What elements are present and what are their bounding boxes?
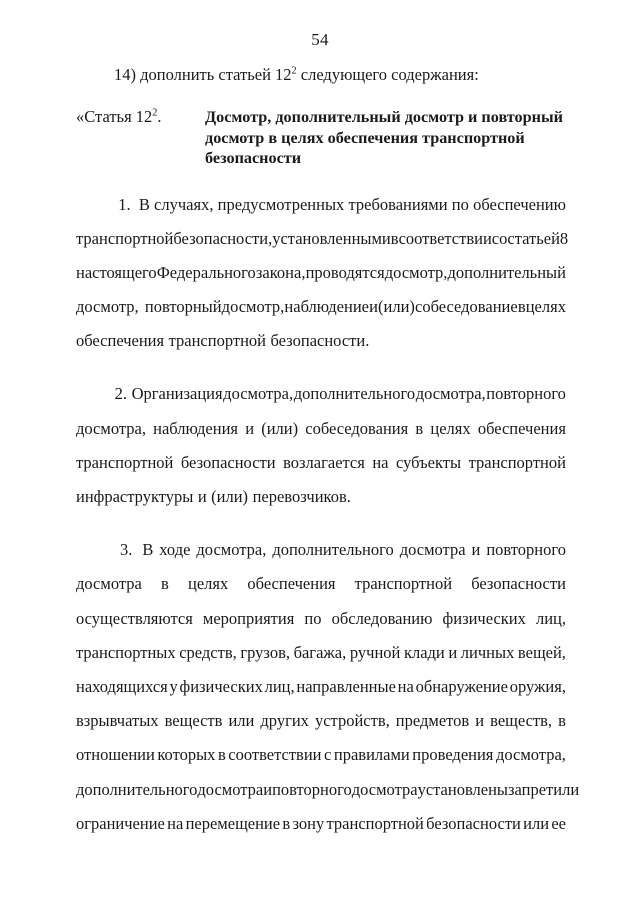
word: возлагается	[283, 452, 365, 472]
word: предусмотренных	[217, 194, 345, 214]
word: дополнительный	[447, 262, 566, 282]
word: досмотра,	[415, 384, 486, 404]
word: проведения	[412, 745, 494, 765]
text-line	[76, 670, 566, 704]
word: В	[142, 540, 154, 560]
word: проводятся	[305, 262, 385, 282]
text-line	[76, 567, 566, 601]
word: инфраструктуры	[76, 487, 194, 506]
text-line	[76, 480, 566, 514]
word: требованиями	[348, 194, 448, 214]
word: безопасности,	[173, 228, 273, 248]
word: у	[169, 676, 178, 696]
word: и	[471, 540, 481, 560]
word: статьей	[507, 228, 560, 248]
word: предметов	[395, 711, 470, 731]
word: в	[558, 711, 566, 731]
article-label-superscript: 2	[152, 107, 158, 119]
word: целях	[525, 297, 566, 317]
word: безопасности	[471, 574, 566, 594]
word: досмотр,	[221, 297, 285, 317]
word: и	[475, 711, 485, 731]
article-label: «Статья $12^2$.	[76, 107, 162, 126]
word: досмотра,	[76, 418, 146, 438]
page-number: 54	[311, 30, 329, 49]
article-heading	[76, 107, 566, 169]
word: случаях,	[154, 194, 214, 214]
word: безопасности	[426, 813, 521, 833]
text-line	[76, 256, 566, 290]
text-line	[76, 188, 566, 222]
intro-line: 14) дополнить статьей $12^2$ следующего содержания:	[114, 65, 479, 84]
word: субъекты	[396, 452, 462, 472]
word: веществ,	[490, 711, 553, 731]
word: повторный	[144, 297, 222, 317]
text-line	[76, 290, 566, 324]
word: дополнительного	[293, 384, 416, 404]
word: по	[451, 194, 469, 214]
word: физических	[179, 676, 263, 696]
article-title-line: Досмотр, дополнительный досмотр и повторный	[205, 108, 563, 126]
paragraph-number: 3.	[119, 540, 133, 560]
word: в	[415, 418, 424, 438]
word: соответствии	[228, 745, 322, 765]
word: физических	[442, 608, 526, 628]
word: целях	[430, 418, 471, 438]
word: отношении	[76, 745, 155, 765]
word: повторного	[486, 384, 566, 404]
paragraph-number: 1.	[118, 194, 131, 214]
word: веществ	[164, 711, 223, 731]
word: досмотра,	[223, 384, 294, 404]
word: взрывчатых	[76, 711, 159, 731]
word: (или)	[211, 487, 249, 506]
word: в	[282, 813, 291, 833]
text-line	[76, 704, 566, 738]
word: досмотра,	[495, 745, 566, 765]
text-line	[76, 636, 566, 670]
word: соответствии	[398, 228, 492, 248]
word: транспортной	[76, 452, 174, 472]
word: направленные	[296, 676, 396, 696]
word: обеспечения	[76, 331, 165, 351]
word: безопасности.	[270, 331, 370, 351]
word: лиц,	[535, 608, 566, 628]
word: ходе	[159, 540, 191, 560]
word: мероприятия	[202, 608, 295, 628]
word: или	[553, 779, 580, 799]
paragraph	[76, 533, 580, 841]
word: вещей,	[517, 642, 566, 662]
word: ручной	[349, 642, 401, 662]
word: транспортной	[76, 228, 174, 248]
word: досмотра,	[196, 540, 267, 560]
word: со	[491, 228, 508, 248]
word: безопасности	[180, 452, 276, 472]
word: обеспечения	[477, 418, 566, 438]
word: повторного	[486, 540, 566, 560]
word: зону	[292, 813, 325, 833]
word: лиц,	[264, 676, 295, 696]
word: перемещение	[185, 813, 281, 833]
article-title	[205, 107, 566, 169]
word: грузов,	[240, 642, 290, 662]
word: Федерального	[156, 262, 256, 282]
word: по	[304, 608, 322, 628]
word: закона,	[255, 262, 306, 282]
word: повторного	[272, 779, 352, 799]
word: В	[138, 194, 150, 214]
word: обследованию	[331, 608, 433, 628]
word: обеспечения	[247, 574, 336, 594]
word: в	[390, 228, 399, 248]
word: собеседование	[415, 297, 518, 317]
word: (или)	[378, 297, 415, 317]
word: установленными	[272, 228, 391, 248]
word: дополнительного	[272, 540, 394, 560]
text-line	[76, 446, 566, 480]
word: средств,	[179, 642, 237, 662]
word: запрет	[508, 779, 554, 799]
word: транспортной	[326, 813, 424, 833]
word: досмотр,	[384, 262, 448, 282]
word: и	[448, 642, 458, 662]
word: других	[260, 711, 309, 731]
article-title-line: досмотр в целях обеспечения транспортной	[205, 128, 525, 147]
word: находящихся	[76, 676, 168, 696]
word: на	[397, 676, 414, 696]
paragraph-number: 2.	[114, 384, 127, 404]
word: 8	[559, 228, 569, 248]
word: оружия,	[509, 676, 566, 696]
word: установлены	[417, 779, 508, 799]
text-line	[76, 738, 566, 772]
word: собеседования	[305, 418, 409, 438]
text-line	[76, 807, 566, 841]
word: в	[517, 297, 526, 317]
paragraph-list	[76, 188, 580, 841]
word: правилами	[333, 745, 410, 765]
word: багажа,	[293, 642, 347, 662]
word: устройств,	[314, 711, 390, 731]
word: транспортных	[76, 642, 176, 662]
word: которых	[157, 745, 216, 765]
word: настоящего	[76, 262, 157, 282]
paragraph	[76, 188, 569, 359]
word: ограничение	[76, 813, 165, 833]
word: или	[523, 813, 550, 833]
word: осуществляются	[76, 608, 193, 628]
word: обнаружение	[415, 676, 508, 696]
word: и	[197, 487, 207, 506]
word: досмотр,	[76, 297, 139, 317]
word: досмотра	[399, 540, 466, 560]
word: личных	[460, 642, 515, 662]
text-line	[76, 412, 566, 446]
word: и	[245, 418, 255, 438]
word: ее	[551, 813, 566, 833]
word: дополнительного	[76, 779, 198, 799]
word: целях	[187, 574, 229, 594]
word: обеспечению	[473, 194, 566, 214]
text-line	[76, 773, 580, 807]
article-title-line: безопасности	[205, 149, 302, 167]
word: (или)	[261, 418, 299, 438]
word: досмотра	[76, 574, 142, 594]
text-line	[76, 602, 566, 636]
word: и	[369, 297, 378, 317]
word: на	[372, 452, 389, 472]
word: транспортной	[468, 452, 566, 472]
word: с	[324, 745, 332, 765]
word: транспортной	[168, 331, 266, 351]
word: наблюдения	[153, 418, 238, 438]
text-line	[76, 377, 566, 411]
word: и	[263, 779, 273, 799]
word: наблюдение	[284, 297, 369, 317]
word: на	[167, 813, 184, 833]
word: Организация	[131, 384, 223, 404]
word: перевозчиков.	[252, 487, 351, 506]
word: клади	[403, 642, 445, 662]
text-line	[76, 222, 569, 256]
page-content	[76, 58, 580, 841]
article-number-superscript: 2	[291, 65, 297, 77]
text-line	[76, 533, 566, 567]
word: в	[217, 745, 226, 765]
word: или	[228, 711, 255, 731]
word: в	[161, 574, 169, 594]
word: досмотра	[351, 779, 418, 799]
word: досмотра	[197, 779, 264, 799]
paragraph	[76, 377, 566, 514]
word: транспортной	[354, 574, 453, 594]
text-line	[76, 324, 566, 358]
